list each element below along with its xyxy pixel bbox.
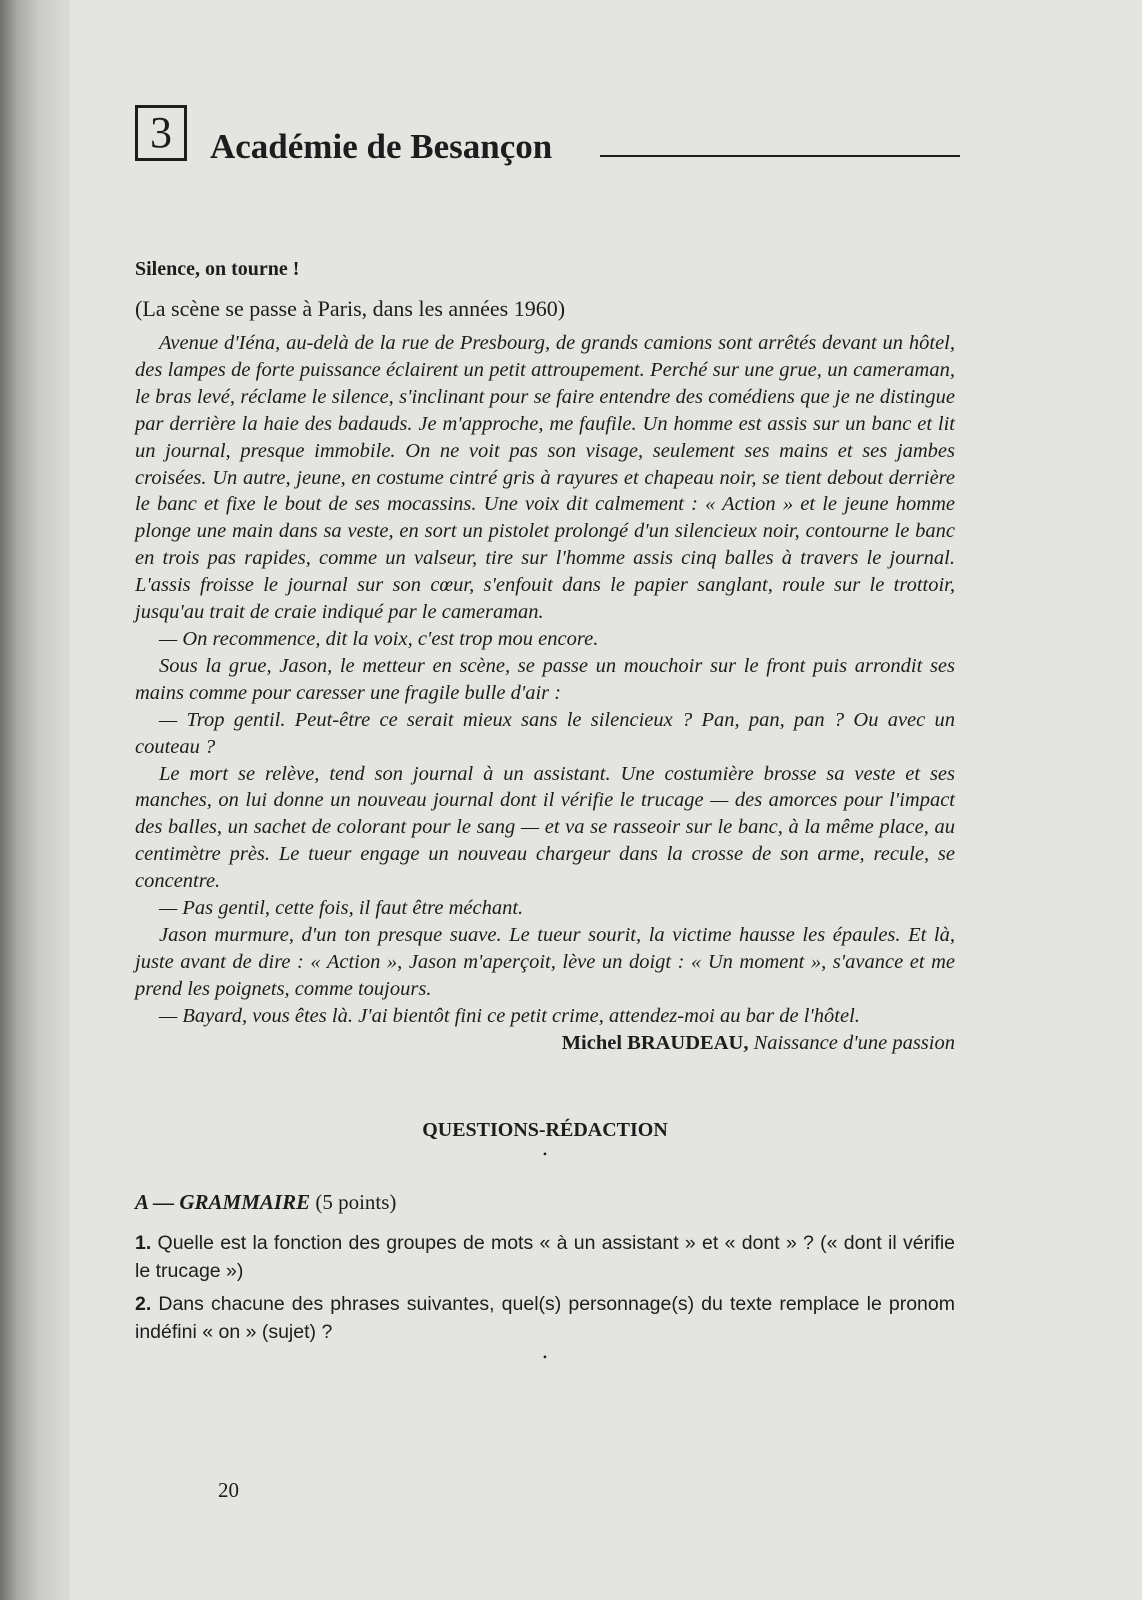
book-binding-shadow — [0, 0, 70, 1600]
question-text: Quelle est la fonction des groupes de mots « à un assistant » et « dont » ? (« dont il vérifie le trucage ») — [135, 1231, 955, 1282]
text-intro: (La scène se passe à Paris, dans les années 1960) — [135, 296, 566, 321]
bullet-dot: • — [542, 1349, 548, 1364]
page-number: 20 — [218, 1478, 239, 1502]
questions-heading: QUESTIONS-RÉDACTION — [422, 1118, 668, 1141]
passage-paragraph: — On recommence, dit la voix, c'est trop mou encore. — [159, 627, 599, 650]
book-title: Naissance d'une passion — [753, 1031, 955, 1054]
passage-paragraph: — Trop gentil. Peut-être ce serait mieux sans le silencieux ? Pan, pan, pan ? Ou avec un couteau ? — [135, 708, 955, 758]
page-content — [135, 258, 955, 1363]
question-number: 1. — [135, 1231, 152, 1254]
chapter-header — [135, 105, 1020, 175]
question-number: 2. — [135, 1292, 152, 1315]
attribution — [135, 1032, 955, 1055]
academy-title: Académie de Besançon — [210, 127, 553, 166]
chapter-number: 3 — [150, 108, 172, 157]
passage-paragraph: Jason murmure, d'un ton presque suave. Le tueur sourit, la victime hausse les épaules. Et là, juste avant de dire : « Action », Jason m'aperçoit, lève un doigt : « Un moment », s'avance et me prend les poignets, comme toujours. — [135, 923, 955, 1000]
header-rule — [600, 155, 960, 157]
passage-paragraph: Avenue d'Iéna, au-delà de la rue de Presbourg, de grands camions sont arrêtés devant un hôtel, des lampes de forte puissance éclairent un petit attroupement. Perché sur une grue, un cameraman, le bras levé, réclame le silence, s'inclinant pour se faire entendre des comédiens que je ne distingue par derrière la haie des badauds. Je m'approche, me faufile. Un homme est assis sur un banc et lit un journal, presque immobile. On ne voit pas son visage, seulement ses mains et ses jambes croisées. Un autre, jeune, en costume cintré gris à rayures et chapeau noir, se tient debout derrière le banc et fixe le bout de ses mocassins. Une voix dit calmement : « Action » et le jeune homme plonge une main dans sa veste, en sort un pistolet prolongé d'un silencieux noir, contourne le banc en trois pas rapides, comme un valseur, tire sur l'homme assis cinq balles à travers le journal. L'assis froisse le journal sur son cœur, s'enfouit dans le papier sanglant, roule sur le trottoir, jusqu'au trait de craie indiqué par le cameraman. — [135, 332, 955, 624]
question-text: Dans chacune des phrases suivantes, quel(s) personnage(s) du texte remplace le pronom indéfini « on » (sujet) ? — [135, 1292, 955, 1343]
question-item — [135, 1229, 955, 1285]
section-points: (5 points) — [315, 1189, 397, 1214]
text-title: Silence, on tourne ! — [135, 258, 300, 280]
literary-passage — [135, 330, 955, 1030]
section-heading — [135, 1190, 955, 1215]
passage-paragraph: — Pas gentil, cette fois, il faut être méchant. — [159, 897, 524, 920]
passage-paragraph: Le mort se relève, tend son journal à un assistant. Une costumière brosse sa veste et ses manches, on lui donne un nouveau journal dont il vérifie le trucage — des amorces pour l'impact des balles, un sachet de colorant pour le sang — et va se rasseoir sur le banc, à la même place, au centimètre près. Le tueur engage un nouveau chargeur dans la crosse de son arme, recule, se concentre. — [135, 762, 955, 893]
passage-paragraph: Sous la grue, Jason, le metteur en scène, se passe un mouchoir sur le front puis arrondit ses mains comme pour caresser une fragile bulle d'air : — [135, 654, 955, 704]
chapter-number-box — [135, 105, 187, 161]
section-name: GRAMMAIRE — [179, 1189, 311, 1214]
question-item — [135, 1290, 955, 1346]
passage-paragraph: — Bayard, vous êtes là. J'ai bientôt fini ce petit crime, attendez-moi au bar de l'hôtel. — [159, 1004, 860, 1027]
section-letter: A — — [135, 1189, 175, 1214]
author-name: Michel BRAUDEAU, — [561, 1031, 749, 1054]
bullet-dot: • — [542, 1146, 548, 1161]
